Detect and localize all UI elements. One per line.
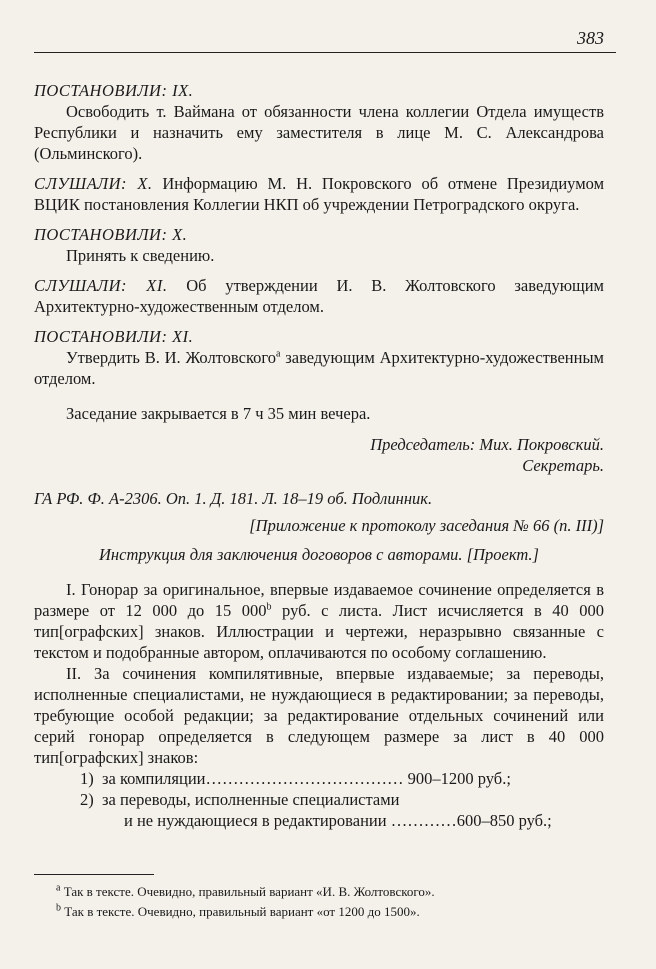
paragraph-2: II. За сочинения компилятивные, впервые издаваемые; за переводы, исполненные специалистами, не нуждающиеся в редактировании; за переводы, требующие особой редакции; за редактирование отдельных сочинений или серий гонорар определяется в следующем размере за лист в 40 000 тип[ографских] знаков: (34, 664, 604, 767)
list-item-number: 2) (80, 790, 94, 809)
block-text: Принять к сведению. (66, 246, 215, 265)
block-label: ПОСТАНОВИЛИ: IX. (34, 81, 194, 100)
footnote-ref-b: b (266, 601, 272, 613)
paragraph-1-pre: I. Гонорар за оригинальное, впервые издаваемое сочинение определяется в размере от 12 000 до 15 000 (34, 580, 604, 620)
list-item (80, 789, 604, 810)
footnote-text: Так в тексте. Очевидно, правильный вариант «И. В. Жолтовского». (63, 884, 435, 899)
hearing-10 (34, 173, 604, 215)
block-text: Информацию М. Н. Покровского об отмене Президиумом ВЦИК постановления Коллегии НКП об учреждении Петроградского округа. (34, 174, 605, 214)
paragraph-1 (34, 579, 604, 663)
block-text (34, 347, 604, 389)
fee-list (80, 768, 604, 831)
block-label: СЛУШАЛИ: X. (34, 174, 153, 193)
list-item-continuation (80, 810, 604, 831)
secretary-signature: Секретарь. (522, 456, 604, 475)
document-title: Инструкция для заключения договоров с авторами. [Проект.] (99, 545, 539, 564)
footnote-mark: a (56, 882, 61, 894)
page-number: 383 (577, 28, 604, 48)
block-text: Об утверждении И. В. Жолтовского заведующим Архитектурно-художественным отделом. (34, 276, 604, 316)
chair-signature: Председатель: Мих. Покровский. (370, 435, 604, 454)
header-rule (34, 52, 616, 53)
hearing-11 (34, 275, 604, 317)
block-label: СЛУШАЛИ: XI. (34, 276, 168, 295)
block-text-post: заведующим Архитектурно-художественным отделом. (34, 348, 604, 388)
footnote-mark: b (56, 902, 61, 914)
list-item-text: и не нуждающиеся в редактировании …………600–850 руб.; (124, 811, 552, 830)
footnotes (56, 882, 596, 922)
appendix-title: [Приложение к протоколу заседания № 66 (п. III)] (249, 516, 604, 535)
list-item-number: 1) (80, 769, 94, 788)
list-item-text: за переводы, исполненные специалистами (102, 790, 400, 809)
resolution-9 (34, 80, 604, 164)
footnote-a (56, 882, 596, 902)
block-text: Освободить т. Ваймана от обязанности члена коллегии Отдела имуществ Республики и назначить ему заместителя в лице М. С. Александрова (Ольминского). (34, 102, 604, 163)
resolution-11 (34, 326, 604, 389)
footnote-ref-a: a (275, 348, 281, 360)
block-text-pre: Утвердить В. И. Жолтовского (66, 348, 276, 367)
footnote-b (56, 902, 596, 922)
block-label: ПОСТАНОВИЛИ: X. (34, 225, 188, 244)
block-label: ПОСТАНОВИЛИ: XI. (34, 327, 194, 346)
paragraph-1-post: руб. с листа. Лист исчисляется в 40 000 тип[ографских] знаков. Иллюстрации и чертежи, неразрывно связанные с текстом и подобранные автором, оплачиваются по особому соглашению. (34, 601, 604, 662)
list-item-text: за компиляции……………………………… 900–1200 руб.; (102, 769, 511, 788)
page-content (34, 80, 604, 831)
archive-reference: ГА РФ. Ф. А-2306. Оп. 1. Д. 181. Л. 18–19 об. Подлинник. (34, 489, 433, 508)
resolution-10 (34, 224, 604, 266)
footnote-rule (34, 874, 154, 875)
footnote-text: Так в тексте. Очевидно, правильный вариант «от 1200 до 1500». (64, 904, 420, 919)
list-item (80, 768, 604, 789)
closing-line: Заседание закрывается в 7 ч 35 мин вечера. (66, 404, 371, 423)
